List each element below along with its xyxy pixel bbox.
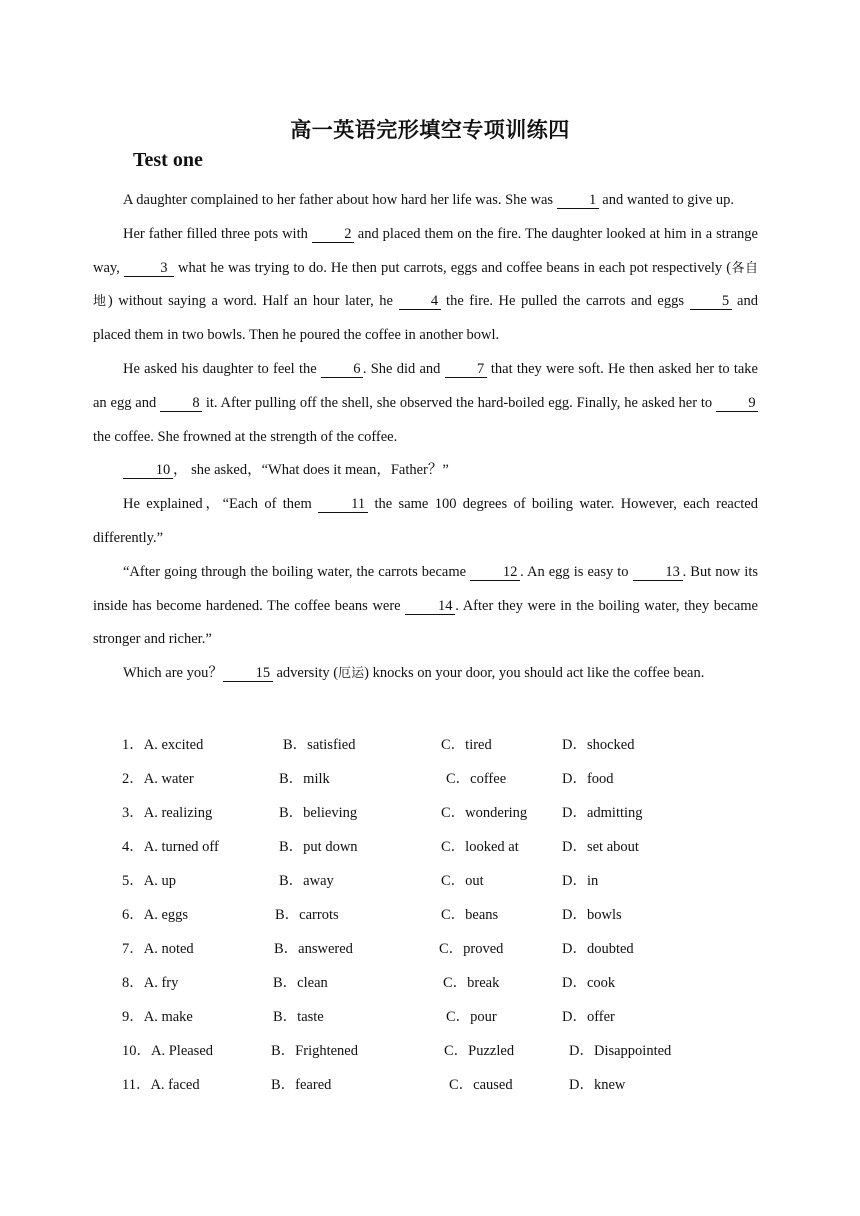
- blank-11: 11: [318, 496, 368, 513]
- option-b: B．feared: [271, 1077, 332, 1093]
- option-d: D．food: [562, 771, 614, 787]
- option-b: B．put down: [279, 839, 358, 855]
- option-d: D．set about: [562, 839, 639, 855]
- option-b: B．clean: [273, 975, 328, 991]
- paragraph-2: Her father filled three pots with 2 and placed them on the fire. The daughter looked at him in a strange way, 3 what he was trying to do. He then put carrots, eggs and coffee beans in each pot respectively (各自地) without saying a word. Half an hour later, he 4 the fire. He pulled the carrots and eggs 5 and placed them in two bowls. Then he poured the coffee in another bowl.: [93, 225, 758, 344]
- blank-15: 15: [223, 665, 273, 682]
- blank-5: 5: [690, 293, 732, 310]
- option-b: B．believing: [279, 805, 358, 821]
- question-row: [0, 971, 860, 1005]
- question-row: [0, 937, 860, 971]
- blank-8: 8: [160, 395, 202, 412]
- option-c: C．wondering: [441, 805, 528, 821]
- question-row: [0, 1073, 860, 1107]
- cloze-passage: [93, 184, 758, 691]
- paragraph-5: He explained，“Each of them 11 the same 100 degrees of boiling water. However, each reacted differently.”: [93, 496, 758, 546]
- option-d: D．shocked: [562, 737, 635, 753]
- option-d: D．bowls: [562, 907, 622, 923]
- option-d: D．admitting: [562, 805, 643, 821]
- document-title: 高一英语完形填空专项训练四: [290, 118, 570, 142]
- option-c: C．coffee: [446, 771, 507, 787]
- option-b: B．away: [279, 873, 334, 889]
- blank-12: 12: [470, 564, 520, 581]
- option-b: B．satisfied: [283, 737, 356, 753]
- option-c: C．caused: [449, 1077, 513, 1093]
- question-row: [0, 869, 860, 903]
- option-c: C．Puzzled: [444, 1043, 515, 1059]
- paragraph-4: 10 ， she asked，“What does it mean，Father？”: [93, 454, 758, 488]
- option-c: C．tired: [441, 737, 492, 753]
- option-d: D．knew: [569, 1077, 626, 1093]
- blank-7: 7: [445, 361, 487, 378]
- option-d: D．doubted: [562, 941, 634, 957]
- paragraph-1: A daughter complained to her father about how hard her life was. She was 1 and wanted to give up.: [123, 192, 734, 208]
- option-a: 4．A. turned off: [122, 839, 219, 855]
- option-b: B．answered: [274, 941, 353, 957]
- option-c: C．out: [441, 873, 484, 889]
- option-c: C．proved: [439, 941, 504, 957]
- option-a: 3．A. realizing: [122, 805, 213, 821]
- paragraph-6: “After going through the boiling water, the carrots became 12 . An egg is easy to 13 . But now its inside has become hardened. The coffee beans were 14 . After they were in the boiling water, they became stronger and richer.”: [93, 563, 758, 648]
- option-b: B．taste: [273, 1009, 324, 1025]
- option-b: B．carrots: [275, 907, 339, 923]
- question-row: [0, 733, 860, 767]
- blank-9: 9: [716, 395, 758, 412]
- option-c: C．looked at: [441, 839, 519, 855]
- option-a: 6．A. eggs: [122, 907, 189, 923]
- option-a: 1．A. excited: [122, 737, 204, 753]
- paragraph-3: He asked his daughter to feel the 6 . She did and 7 that they were soft. He then asked her to take an egg and 8 it. After pulling off the shell, she observed the hard-boiled egg. Finally, he asked her to 9 the coffee. She frowned at the strength of the coffee.: [93, 360, 758, 445]
- question-row: [0, 1005, 860, 1039]
- option-a: 7．A. noted: [122, 941, 194, 957]
- question-row: [0, 767, 860, 801]
- option-a: 11．A. faced: [122, 1077, 200, 1093]
- question-row: [0, 835, 860, 869]
- option-a: 2．A. water: [122, 771, 194, 787]
- option-b: B．Frightened: [271, 1043, 358, 1059]
- option-d: D．Disappointed: [569, 1043, 672, 1059]
- option-a: 9．A. make: [122, 1009, 193, 1025]
- question-row: [0, 1039, 860, 1073]
- option-a: 8．A. fry: [122, 975, 179, 991]
- blank-1: 1: [557, 192, 599, 209]
- option-a: 5．A. up: [122, 873, 176, 889]
- option-c: C．beans: [441, 907, 499, 923]
- option-d: D．cook: [562, 975, 616, 991]
- blank-14: 14: [405, 598, 455, 615]
- option-a: 10．A. Pleased: [122, 1043, 214, 1059]
- blank-13: 13: [633, 564, 683, 581]
- question-row: [0, 903, 860, 937]
- blank-3: 3: [124, 260, 174, 277]
- question-row: [0, 801, 860, 835]
- blank-2: 2: [312, 226, 354, 243]
- option-b: B．milk: [279, 771, 330, 787]
- blank-4: 4: [399, 293, 441, 310]
- option-d: D．in: [562, 873, 599, 889]
- option-d: D．offer: [562, 1009, 615, 1025]
- section-title: Test one: [133, 149, 203, 171]
- blank-6: 6: [321, 361, 363, 378]
- blank-10: 10: [123, 462, 173, 479]
- paragraph-7: Which are you？ 15 adversity (厄运) knocks on your door, you should act like the coffee bean.: [123, 665, 705, 682]
- option-c: C．break: [443, 975, 500, 991]
- option-c: C．pour: [446, 1009, 497, 1025]
